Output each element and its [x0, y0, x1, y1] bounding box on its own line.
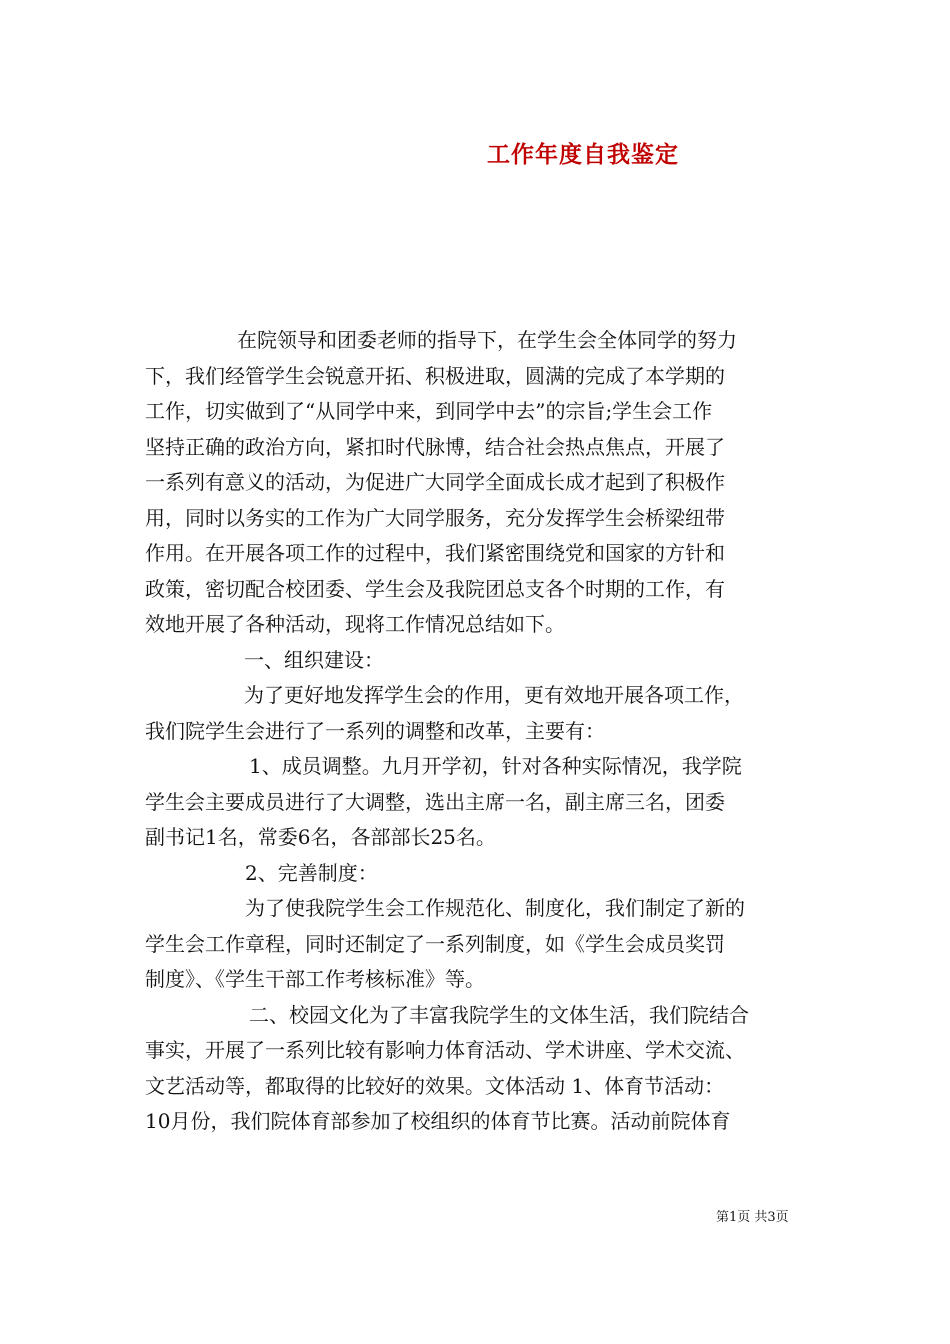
paragraph-line: 1、成员调整。九月开学初，针对各种实际情况，我学院 [249, 754, 742, 778]
paragraph-line: 制度》、《学生干部工作考核标准》等。 [145, 967, 485, 991]
section-heading: 一、组织建设： [244, 647, 384, 672]
paragraph-line: 我们院学生会进行了一系列的调整和改革，主要有： [145, 718, 605, 743]
paragraph-line: 为了更好地发挥学生会的作用，更有效地开展各项工作， [244, 683, 744, 707]
paragraph-line: 10月份，我们院体育部参加了校组织的体育节比赛。活动前院体育 [145, 1109, 731, 1133]
paragraph-line: 政策，密切配合校团委、学生会及我院团总支各个时期的工作，有 [145, 576, 725, 601]
paragraph-line: 作用。在开展各项工作的过程中，我们紧密围绕党和国家的方针和 [145, 541, 725, 565]
paragraph-line: 在院领导和团委老师的指导下，在学生会全体同学的努力 [237, 328, 737, 352]
paragraph-line: 一系列有意义的活动，为促进广大同学全面成长成才起到了积极作 [145, 470, 725, 494]
paragraph-line: 学生会工作章程，同时还制定了一系列制度，如《学生会成员奖罚 [145, 931, 725, 956]
paragraph-line: 工作，切实做到了“从同学中来，到同学中去”的宗旨;学生会工作 [145, 399, 713, 423]
paragraph-line: 坚持正确的政治方向，紧扣时代脉博，结合社会热点焦点，开展了 [145, 434, 725, 459]
paragraph-line: 下，我们经管学生会锐意开拓、积极进取，圆满的完成了本学期的 [145, 363, 725, 388]
document-body [145, 323, 810, 1140]
paragraph-line: 为了使我院学生会工作规范化、制度化，我们制定了新的 [245, 896, 745, 920]
paragraph-line: 副书记1名，常委6名，各部部长25名。 [145, 825, 496, 849]
section-heading: 2、完善制度： [245, 860, 378, 885]
document-title: 工作年度自我鉴定 [487, 141, 679, 168]
paragraph-line: 二、校园文化为了丰富我院学生的文体生活，我们院结合 [249, 1002, 749, 1027]
paragraph-line: 学生会主要成员进行了大调整，选出主席一名，副主席三名，团委 [145, 789, 725, 814]
paragraph-line: 事实，开展了一系列比较有影响力体育活动、学术讲座、学术交流、 [145, 1038, 745, 1062]
paragraph-line: 效地开展了各种活动，现将工作情况总结如下。 [145, 612, 565, 636]
paragraph-line: 用，同时以务实的工作为广大同学服务，充分发挥学生会桥梁纽带 [145, 505, 725, 530]
paragraph-line: 文艺活动等，都取得的比较好的效果。文体活动 1、体育节活动： [145, 1073, 725, 1098]
page-number-footer: 第1页 共3页 [716, 1210, 789, 1225]
